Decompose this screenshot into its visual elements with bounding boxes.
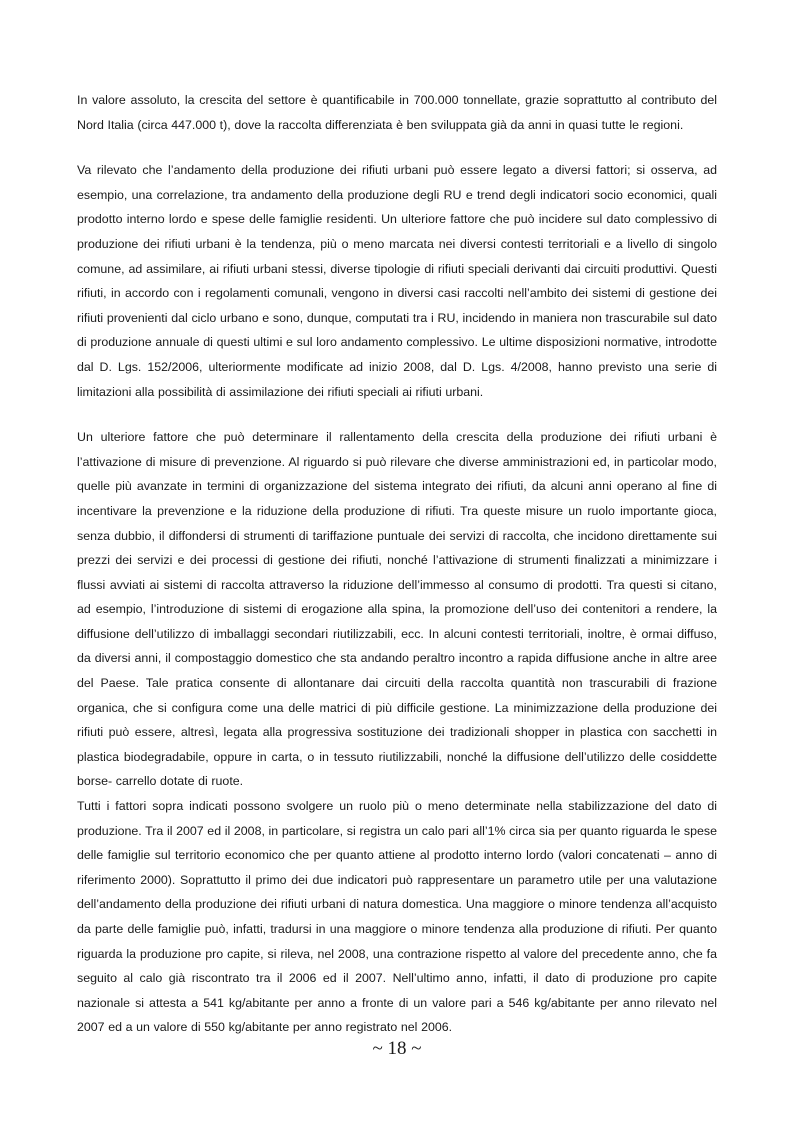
paragraph-growth-value: In valore assoluto, la crescita del settore è quantificabile in 700.000 tonnellate, grazie soprattutto al contributo del Nord Italia (circa 447.000 t), dove la raccolta differenziata è ben sviluppata già da anni in quasi tutte le regioni.	[77, 93, 717, 132]
page-body	[77, 88, 717, 1061]
paragraph-production-factors: Va rilevato che l’andamento della produzione dei rifiuti urbani può essere legato a diversi fattori; si osserva, ad esempio, una correlazione, tra andamento della produzione degli RU e trend degli indicatori socio economici, quali prodotto interno lordo e spese delle famiglie residenti. Un ulteriore fattore che può incidere sul dato complessivo di produzione dei rifiuti urbani è la tendenza, più o meno marcata nei diversi contesti territoriali e a livello di singolo comune, ad assimilare, ai rifiuti urbani stessi, diverse tipologie di rifiuti speciali derivanti dai circuiti produttivi. Questi rifiuti, in accordo con i regolamenti comunali, vengono in diversi casi raccolti nell’ambito dei sistemi di gestione dei rifiuti provenienti dal ciclo urbano e sono, dunque, computati tra i RU, incidendo in maniera non trascurabile sul dato di produzione annuale di questi ultimi e sul loro andamento complessivo. Le ultime disposizioni normative, introdotte dal D. Lgs. 152/2006, ulteriormente modificate ad inizio 2008, dal D. Lgs. 4/2008, hanno previsto una serie di limitazioni alla possibilità di assimilazione dei rifiuti speciali ai rifiuti urbani.	[77, 163, 717, 399]
paragraph-per-capita-production: Tutti i fattori sopra indicati possono svolgere un ruolo più o meno determinate nella stabilizzazione del dato di produzione. Tra il 2007 ed il 2008, in particolare, si registra un calo pari all’1% circa sia per quanto riguarda le spese delle famiglie sul territorio economico che per quanto attiene al prodotto interno lordo (valori concatenati – anno di riferimento 2000). Soprattutto il primo dei due indicatori può rappresentare un parametro utile per una valutazione dell’andamento della produzione dei rifiuti urbani di natura domestica. Una maggiore o minore tendenza all’acquisto da parte delle famiglie può, infatti, tradursi in una maggiore o minore tendenza alla produzione di rifiuti. Per quanto riguarda la produzione pro capite, si rileva, nel 2008, una contrazione rispetto al valore del precedente anno, che fa seguito al calo già riscontrato tra il 2006 ed il 2007. Nell’ultimo anno, infatti, il dato di produzione pro capite nazionale si attesta a 541 kg/abitante per anno a fronte di un valore pari a 546 kg/abitante per anno rilevato nel 2007 ed a un valore di 550 kg/abitante per anno registrato nel 2006.	[77, 799, 717, 1035]
paragraph-prevention-measures: Un ulteriore fattore che può determinare il rallentamento della crescita della produzione dei rifiuti urbani è l’attivazione di misure di prevenzione. Al riguardo si può rilevare che diverse amministrazioni ed, in particolar modo, quelle più avanzate in termini di organizzazione del sistema integrato dei rifiuti, da alcuni anni operano al fine di incentivare la prevenzione e la riduzione della produzione di rifiuti. Tra queste misure un ruolo importante gioca, senza dubbio, il diffondersi di strumenti di tariffazione puntuale dei servizi di raccolta, che incidono direttamente sui prezzi dei servizi e dei processi di gestione dei rifiuti, nonché l’attivazione di strumenti finalizzati a minimizzare i flussi avviati ai sistemi di raccolta attraverso la riduzione dell’immesso al consumo di prodotti. Tra questi si citano, ad esempio, l’introduzione di sistemi di erogazione alla spina, la promozione dell’uso dei contenitori a rendere, la diffusione dell’utilizzo di imballaggi secondari riutilizzabili, ecc. In alcuni contesti territoriali, inoltre, è ormai diffuso, da diversi anni, il compostaggio domestico che sta andando peraltro incontro a rapida diffusione anche in altre aree del Paese. Tale pratica consente di allontanare dai circuiti della raccolta quantità non trascurabili di frazione organica, che si configura come una delle matrici di più difficile gestione. La minimizzazione della produzione dei rifiuti può essere, altresì, legata alla progressiva sostituzione dei tradizionali shopper in plastica con sacchetti in plastica biodegradabile, oppure in carta, o in tessuto riutilizzabili, nonché la diffusione dell’utilizzo delle cosiddette borse- carrello dotate di ruote.	[77, 430, 717, 789]
page-number: ~ 18 ~	[372, 1038, 422, 1059]
